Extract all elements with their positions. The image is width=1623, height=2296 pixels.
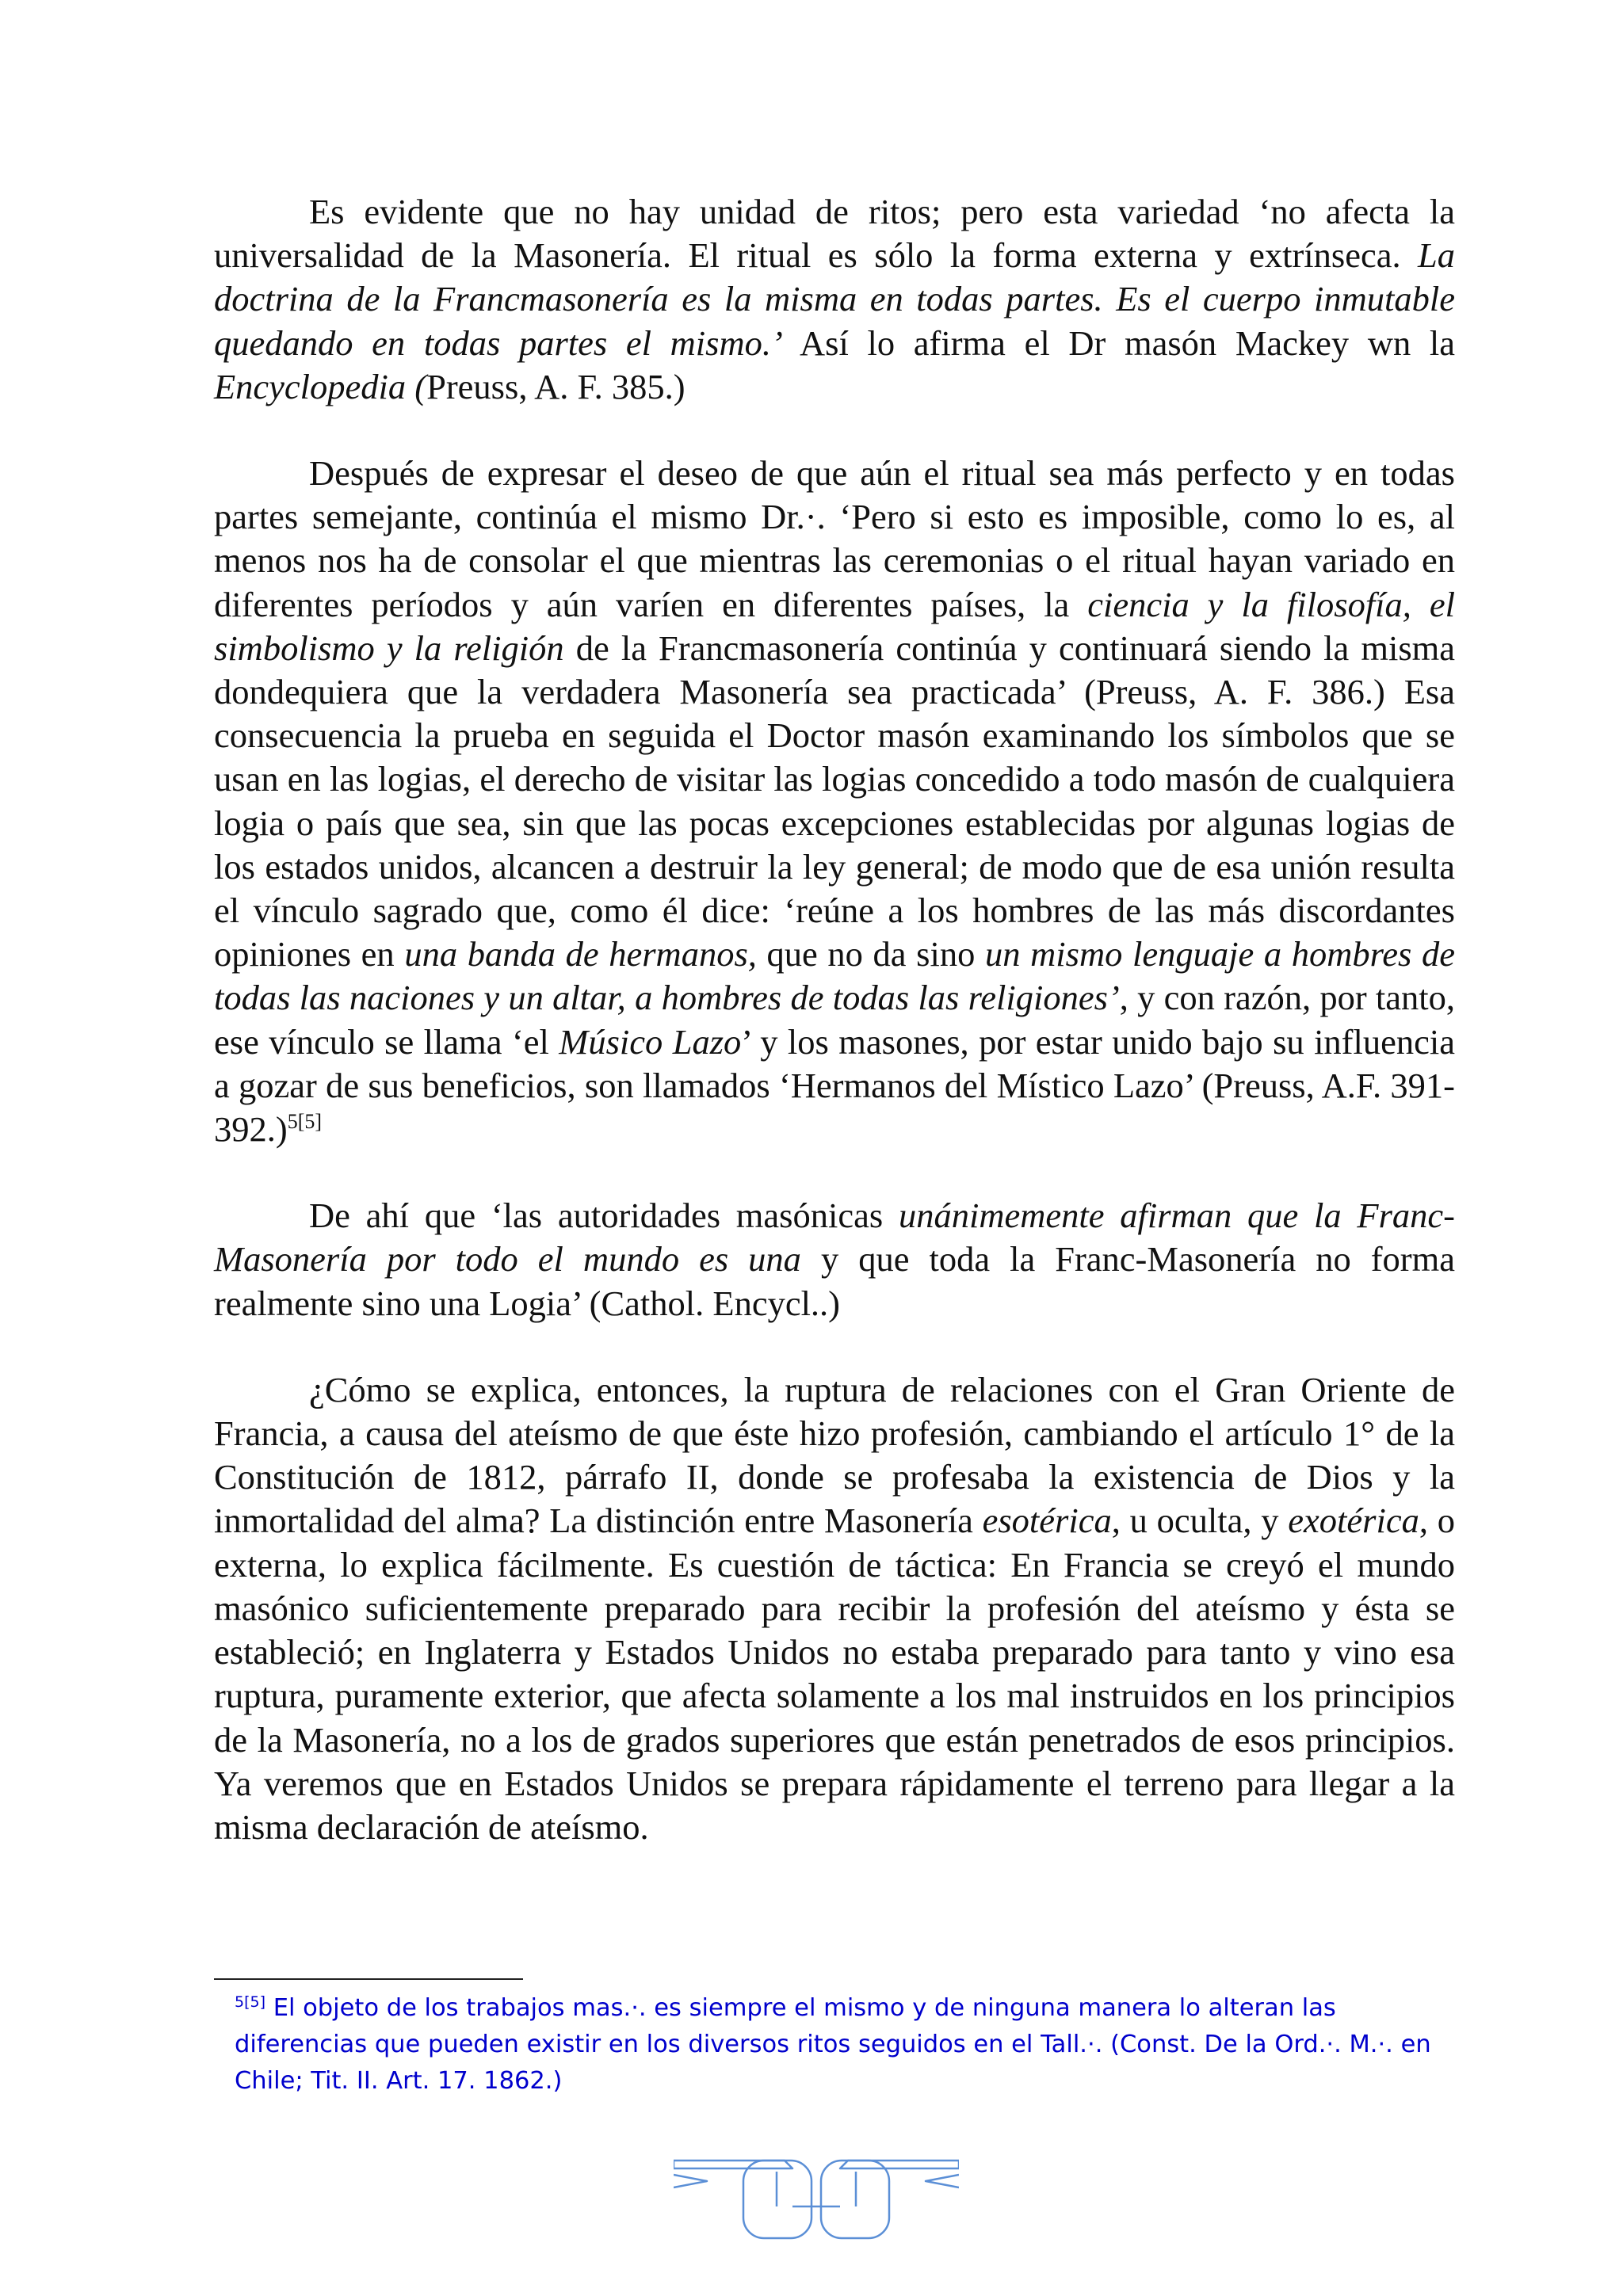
paragraph-2 bbox=[214, 452, 1455, 1151]
paragraph-4 bbox=[214, 1368, 1455, 1849]
footnote-marker: 5[5] bbox=[235, 1993, 266, 2011]
text-run: que no da sino bbox=[756, 934, 986, 974]
text-run: , o externa, lo explica fácilmente. Es cuestión de táctica: En Francia se creyó el mundo masónico suficientemente preparado para recibir la profesión del ateísmo y ésta se estableció; en Inglaterra y Estados Unidos no estaba preparado para tanto y vino esa ruptura, puramente exterior, que afecta solamente a los mal instruidos en los principios de la Masonería, no a los de grados superiores que están penetrados de esos principios. Ya veremos que en Estados Unidos se prepara rápidamente el terreno para llegar a la misma declaración de ateísmo. bbox=[214, 1501, 1456, 1847]
text-run: Preuss, A. F. 385.) bbox=[426, 366, 685, 406]
text-run: De ahí que ‘las autoridades masónicas bbox=[309, 1196, 899, 1236]
text-run: ’ y los masones, por estar unido bajo su influencia a gozar de sus beneficios, son llamados ‘Hermanos del Místico Lazo’ (Preuss, A.F. 391-392.) bbox=[214, 1021, 1455, 1150]
text-run: Es evidente que no hay unidad de ritos; pero esta variedad ‘no afecta la universalidad de la Masonería. El ritual es sólo la forma externa y extrínseca. bbox=[214, 192, 1455, 276]
italic-text-run: esotérica bbox=[982, 1501, 1112, 1541]
text-run: , y con razón, por tanto, ese vínculo se llama ‘el bbox=[214, 978, 1456, 1062]
italic-text-run: un mismo lenguaje a hombres de todas las naciones y un altar, a hombres de todas las religiones’ bbox=[214, 934, 1455, 1018]
footnote-text: El objeto de los trabajos mas.·. es siempre el mismo y de ninguna manera lo alteran las diferencias que pueden existir en los diversos ritos seguidos en el Tall.·. (Const. De la Ord.·. M.·. en Chile; Tit. II. Art. 17. 1862.) bbox=[235, 1994, 1431, 2095]
footnote-reference: 5[5] bbox=[287, 1110, 323, 1134]
text-run: Después de expresar el deseo de que aún el ritual sea más perfecto y en todas partes semejante, continúa el mismo Dr.·. ‘Pero si esto es imposible, como lo es, al menos nos ha de consolar el que mientras las ceremonias o el ritual hayan variado en diferentes períodos y aún varíen en diferentes países, la bbox=[214, 453, 1455, 624]
paragraph-1 bbox=[214, 190, 1455, 409]
italic-text-run: La doctrina de la Francmasonería es la misma en todas partes. Es el cuerpo inmutable quedando en todas partes el mismo.’ bbox=[214, 235, 1455, 363]
italic-text-run: unánimemente afirman que la Franc-Masonería por todo el mundo es una bbox=[214, 1196, 1455, 1280]
text-run: Así lo afirma el Dr masón Mackey wn la bbox=[782, 322, 1455, 363]
page-ornament-icon bbox=[674, 2159, 959, 2246]
italic-text-run: Músico Lazo bbox=[559, 1021, 742, 1062]
text-run: , u oculta, y bbox=[1111, 1501, 1289, 1541]
italic-text-run: ciencia y la filosofía, el simbolismo y la religión bbox=[214, 584, 1455, 668]
italic-text-run: una banda de hermanos, bbox=[404, 934, 757, 974]
paragraph-3 bbox=[214, 1194, 1455, 1325]
footnote-separator bbox=[214, 1978, 523, 1980]
italic-text-run: exotérica bbox=[1288, 1501, 1419, 1541]
text-run: y que toda la Franc-Masonería no forma realmente sino una Logia’ (Cathol. Encycl..) bbox=[214, 1239, 1455, 1323]
text-run: de la Francmasonería continúa y continuará siendo la misma dondequiera que la verdadera Masonería sea practicada’ (Preuss, A. F. 386.) Esa consecuencia la prueba en seguida el Doctor masón examinando los símbolos que se usan en las logias, el derecho de visitar las logias concedido a todo masón de cualquiera logia o país que sea, sin que las pocas excepciones establecidas por algunas logias de los estados unidos, alcancen a destruir la ley general; de modo que de esa unión resulta el vínculo sagrado que, como él dice: ‘reúne a los hombres de las más discordantes opiniones en bbox=[214, 627, 1456, 974]
italic-text-run: Encyclopedia ( bbox=[214, 366, 427, 406]
footnote bbox=[235, 1990, 1439, 2100]
page-body bbox=[214, 190, 1455, 1892]
text-run: ¿Cómo se explica, entonces, la ruptura de relaciones con el Gran Oriente de Francia, a causa del ateísmo de que éste hizo profesión, cambiando el artículo 1° de la Constitución de 1812, párrafo II, donde se profesaba la existencia de Dios y la inmortalidad del alma? La distinción entre Masonería bbox=[214, 1369, 1455, 1541]
